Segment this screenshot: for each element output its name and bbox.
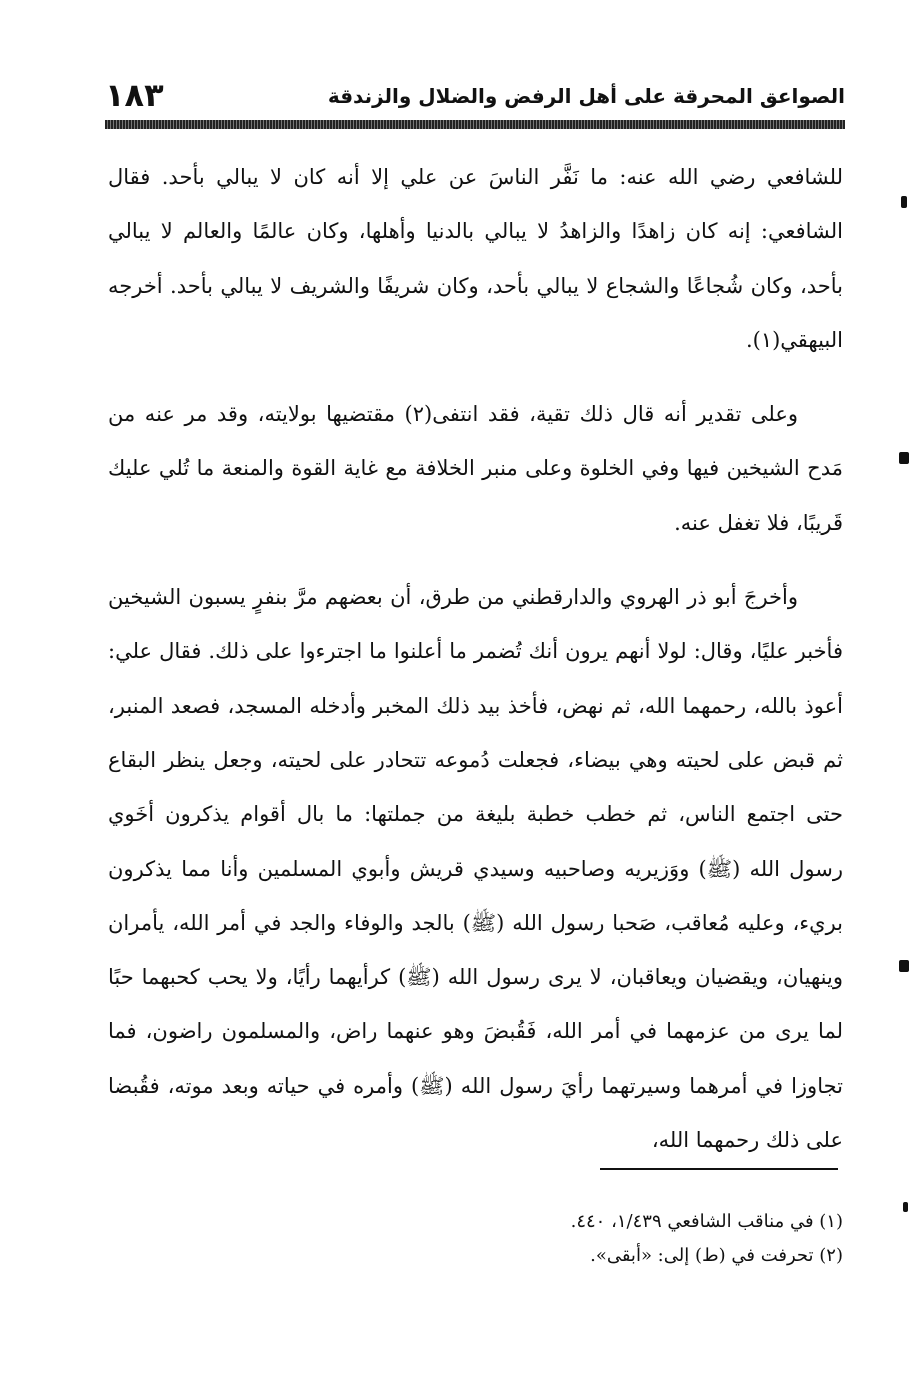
header-rule <box>105 120 845 129</box>
paragraph-1: للشافعي رضي الله عنه: ما نَفَّر الناسَ عن علي إلا أنه كان لا يبالي بأحد. فقال الشافعي: إنه كان زاهدًا والزاهدُ لا يبالي بالدنيا وأهلها، وكان عالمًا والعالم لا يبالي بأحد، وكان شُجاعًا والشجاع لا يبالي بأحد، وكان شريفًا والشريف لا يبالي بأحد. أخرجه البيهقي(١). <box>108 165 843 352</box>
page-header <box>105 70 845 120</box>
footnote-2: (٢) تحرفت في (ط) إلى: «أبقى». <box>590 1245 843 1266</box>
footnote-separator <box>600 1168 838 1170</box>
margin-mark <box>903 1202 908 1212</box>
running-title: الصواعق المحرقة على أهل الرفض والضلال والزندقة <box>327 84 845 108</box>
paragraph-2: وعلى تقدير أنه قال ذلك تقية، فقد انتفى(٢) مقتضيها بولايته، وقد مر عنه من مَدح الشيخين فيها وفي الخلوة وعلى منبر الخلافة مع غاية القوة والمنعة ما تُلي عليك قَريبًا، فلا تغفل عنه. <box>108 402 843 535</box>
footnote-1: (١) في مناقب الشافعي ١/٤٣٩، ٤٤٠. <box>570 1211 843 1232</box>
page-number: ١٨٣ <box>105 76 164 114</box>
footnotes <box>108 1205 843 1273</box>
body-text <box>108 150 843 1187</box>
margin-mark <box>899 452 909 464</box>
margin-mark <box>899 960 909 972</box>
margin-mark <box>901 196 907 208</box>
paragraph-3: وأخرجَ أبو ذر الهروي والدارقطني من طرق، أن بعضهم مرَّ بنفرٍ يسبون الشيخين فأخبر عليًا، وقال: لولا أنهم يرون أنك تُضمر ما أعلنوا ما اجترءوا على ذلك. فقال علي: أعوذ بالله، رحمهما الله، ثم نهض، فأخذ بيد ذلك المخبر وأدخله المسجد، فصعد المنبر، ثم قبض على لحيته وهي بيضاء، فجعلت دُموعه تتحادر على لحيته، وجعل ينظر البقاع حتى اجتمع الناس، ثم خطب خطبة بليغة من جملتها: ما بال أقوام يذكرون أخَوي رسول الله (ﷺ) ووَزيريه وصاحبيه وسيدي قريش وأبوي المسلمين وأنا مما يذكرون بريء، وعليه مُعاقب، صَحبا رسول الله (ﷺ) بالجد والوفاء والجد في أمر الله، يأمران وينهيان، ويقضيان ويعاقبان، لا يرى رسول الله (ﷺ) كرأيهما رأيًا، ولا يحب كحبهما حبًا لما يرى من عزمهما في أمر الله، فَقُبضَ وهو عنهما راض، والمسلمون راضون، فما تجاوزا في أمرهما وسيرتهما رأيَ رسول الله (ﷺ) وأمره في حياته وبعد موته، فقُبضا على ذلك رحمهما الله، <box>108 585 843 1153</box>
